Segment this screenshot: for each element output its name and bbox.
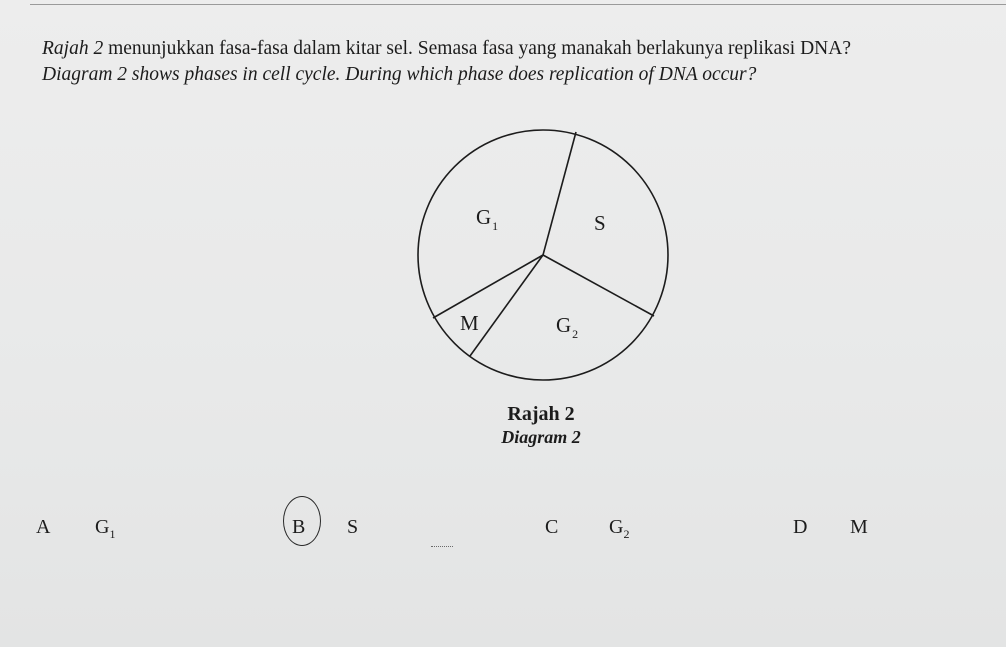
question-malay bbox=[42, 36, 982, 62]
diagram-caption bbox=[441, 402, 641, 448]
option-d-value[interactable]: M bbox=[850, 516, 868, 538]
top-rule bbox=[30, 4, 1006, 5]
caption-english: Diagram 2 bbox=[501, 427, 581, 447]
option-a-value[interactable]: $G_1$ bbox=[95, 516, 116, 541]
divider-s-g2 bbox=[543, 255, 654, 316]
question-english: Diagram 2 shows phases in cell cycle. During which phase does replication of DNA occur? bbox=[42, 64, 757, 85]
phase-label-g2: $G_2$ bbox=[556, 313, 579, 341]
option-a-letter[interactable]: A bbox=[36, 516, 51, 538]
phase-label-g1: $G_1$ bbox=[476, 205, 499, 233]
caption-malay: Rajah 2 bbox=[507, 403, 575, 425]
question-block bbox=[42, 36, 982, 88]
option-b-value[interactable]: S bbox=[347, 516, 359, 538]
divider-g2-m bbox=[470, 255, 543, 356]
question-malay-text: menunjukkan fasa-fasa dalam kitar sel. Semasa fasa yang manakah berlakunya replikasi DNA? bbox=[103, 38, 851, 59]
phase-label-s: S bbox=[594, 211, 606, 235]
answer-options bbox=[0, 510, 1006, 550]
divider-g1-s bbox=[543, 132, 576, 255]
divider-m-g1 bbox=[433, 255, 543, 318]
cell-cycle-svg bbox=[408, 120, 678, 390]
cell-cycle-diagram bbox=[408, 120, 678, 390]
option-b-letter[interactable]: B bbox=[292, 516, 306, 538]
question-malay-prefix: Rajah 2 bbox=[42, 38, 104, 59]
option-c-letter[interactable]: C bbox=[545, 516, 559, 538]
option-c-value[interactable]: $G_2$ bbox=[609, 516, 630, 541]
option-d-letter[interactable]: D bbox=[793, 516, 808, 538]
phase-label-m: M bbox=[460, 311, 479, 335]
